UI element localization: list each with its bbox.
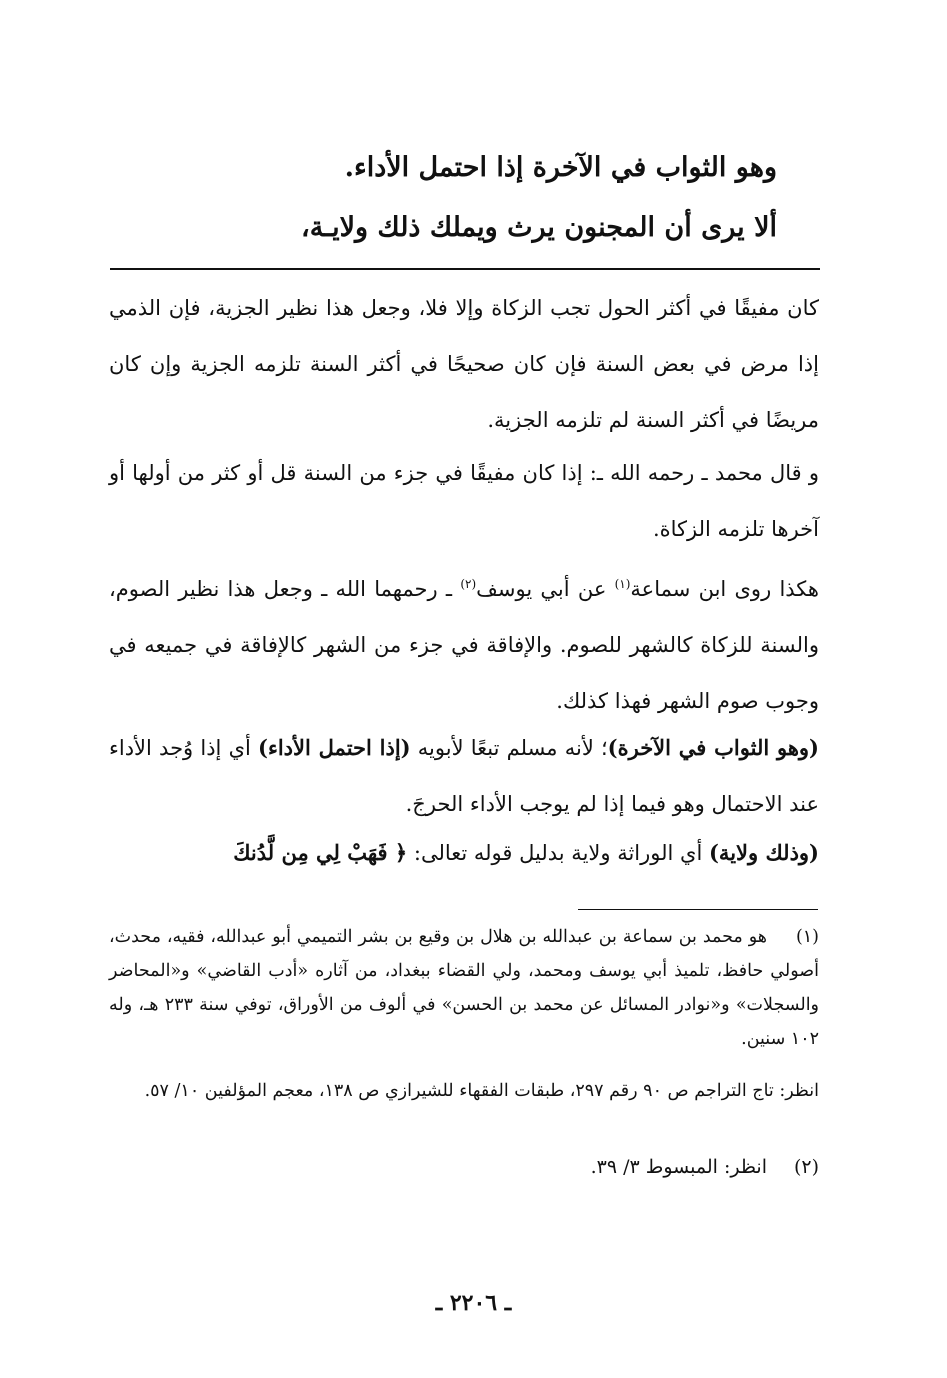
footnote-1-references: انظر: تاج التراجم ص ٩٠ رقم ٢٩٧، طبقات الفقهاء للشيرازي ص ١٣٨، معجم المؤلفين ١٠/ ٥٧. <box>144 1081 819 1101</box>
commentary-paragraph-3 <box>109 556 819 729</box>
footnote-ref-2: (٢) <box>460 577 477 591</box>
commentary-paragraph-4 <box>109 720 819 832</box>
commentary-paragraph-5 <box>109 825 819 881</box>
commentary-paragraph-2: و قال محمد ـ رحمه الله ـ: إذا كان مفيقًا في جزء من السنة قل أو كثر من أولها أو آخرها تلزمه الزكاة. <box>109 461 819 541</box>
page-number: ـ ٢٢٠٦ ـ <box>435 1290 512 1316</box>
matn-separator-rule <box>110 268 820 270</box>
footnote-number: (٢) <box>793 1156 819 1178</box>
commentary-text: أي الوراثة ولاية بدليل قوله تعالى: <box>407 841 709 865</box>
commentary-text: ؛ لأنه مسلم تبعًا لأبويه <box>410 736 608 760</box>
commentary-paragraph-1: كان مفيقًا في أكثر الحول تجب الزكاة وإلا فلا، وجعل هذا نظير الجزية، فإن الذمي إذا مرض في بعض السنة فإن كان صحيحًا في أكثر السنة تلزمه الجزية وإن كان مريضًا في أكثر السنة لم تلزمه الجزية. <box>109 296 819 432</box>
commentary-text: عن أبي يوسف <box>476 577 615 601</box>
matn-quote: (وهو الثواب في الآخرة) <box>607 735 819 760</box>
footnote-separator-rule <box>578 909 818 910</box>
commentary-text: أي إذا وُجد الأداء عند الاحتمال وهو فيما إذا لم يوجب الأداء الحرجَ. <box>109 736 819 816</box>
commentary-text: هكذا روى ابن سماعة <box>630 577 819 601</box>
matn-quote: (وذلك ولاية) <box>709 840 819 865</box>
footnote-text: انظر: المبسوط ٣/ ٣٩. <box>590 1156 767 1178</box>
matn-line-1: وهو الثواب في الآخرة إذا احتمل الأداء. <box>344 152 777 183</box>
footnote-1 <box>109 920 819 1056</box>
footnote-ref-1: (١) <box>614 577 631 591</box>
matn-quote: (إذا احتمل الأداء) <box>258 735 411 760</box>
footnote-text: هو محمد بن سماعة بن عبدالله بن هلال بن وقيع بن بشر التميمي أبو عبدالله، فقيه، محدث، أصولي حافظ، تلميذ أبي يوسف ومحمد، ولي القضاء ببغداد، من آثاره «أدب القاضي» و«المحاضر والسجلات» و«نوادر المسائل عن محمد بن الحسن» في ألوف من الأوراق، توفي سنة ٢٣٣ هـ، وله ١٠٢ سنين. <box>109 927 820 1049</box>
footnote-number: (١) <box>795 927 819 947</box>
quran-quote: ﴿ فَهَبْ لِي مِن لَّدُنكَ <box>233 840 408 865</box>
commentary-text: ـ رحمهما الله ـ وجعل هذا نظير الصوم، والسنة للزكاة كالشهر للصوم. والإفاقة في جزء من الشهر كالإفاقة في جميعه في وجوب صوم الشهر فهذا كذلك. <box>109 577 819 713</box>
footnote-2 <box>109 1150 819 1184</box>
matn-line-2: ألا يرى أن المجنون يرث ويملك ذلك ولايـة، <box>300 212 777 243</box>
